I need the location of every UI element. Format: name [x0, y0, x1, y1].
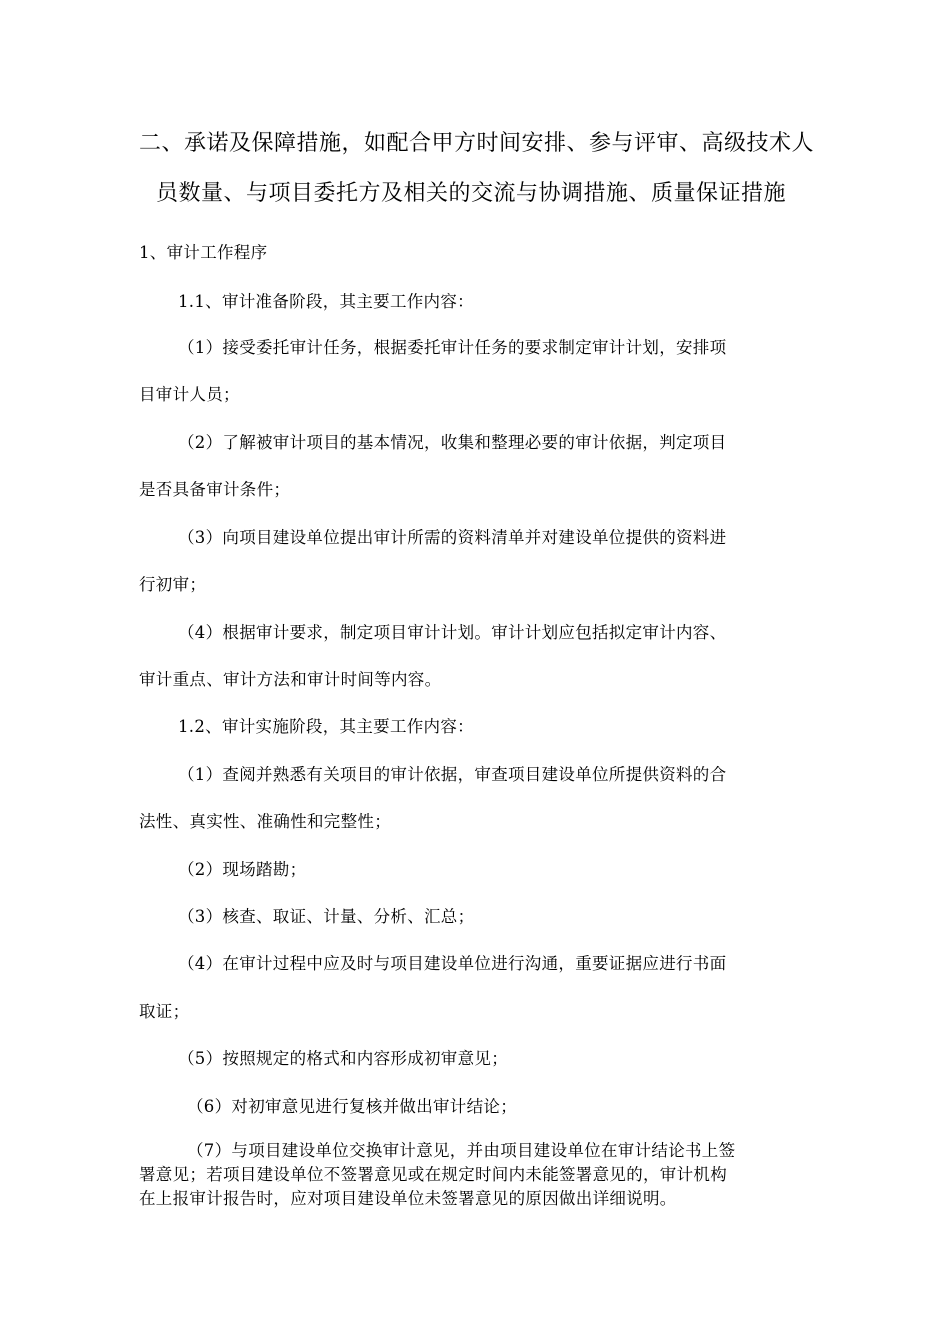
subsection-heading: 1.2、审计实施阶段，其主要工作内容： [178, 717, 474, 736]
paragraph-line: 是否具备审计条件； [139, 480, 291, 499]
paragraph-line: （1）接受委托审计任务，根据委托审计任务的要求制定审计计划，安排项 [178, 338, 727, 357]
paragraph-line: （6）对初审意见进行复核并做出审计结论； [187, 1097, 517, 1116]
paragraph-line: （5）按照规定的格式和内容形成初审意见； [178, 1049, 508, 1068]
paragraph-line: （3）核查、取证、计量、分析、汇总； [178, 907, 475, 926]
paragraph-line: 目审计人员； [139, 385, 240, 404]
paragraph-line: （4）根据审计要求，制定项目审计计划。审计计划应包括拟定审计内容、 [178, 623, 727, 642]
paragraph-line: （3）向项目建设单位提出审计所需的资料清单并对建设单位提供的资料进 [178, 528, 727, 547]
paragraph-line: 法性、真实性、准确性和完整性； [139, 812, 391, 831]
paragraph-line: （7）与项目建设单位交换审计意见，并由项目建设单位在审计结论书上签 [187, 1141, 736, 1160]
paragraph-line: 行初审； [139, 575, 207, 594]
section-heading: 1、审计工作程序 [139, 243, 268, 262]
paragraph-line: 取证； [139, 1002, 190, 1021]
paragraph-line: （2）了解被审计项目的基本情况，收集和整理必要的审计依据，判定项目 [178, 433, 727, 452]
paragraph-line: （1）查阅并熟悉有关项目的审计依据，审查项目建设单位所提供资料的合 [178, 765, 727, 784]
subsection-heading: 1.1、审计准备阶段，其主要工作内容： [178, 292, 474, 311]
paragraph-line: 在上报审计报告时，应对项目建设单位未签署意见的原因做出详细说明。 [139, 1189, 677, 1208]
paragraph-line: 审计重点、审计方法和审计时间等内容。 [139, 670, 442, 689]
paragraph-line: （2）现场踏勘； [178, 860, 307, 879]
paragraph-line: （4）在审计过程中应及时与项目建设单位进行沟通，重要证据应进行书面 [178, 954, 727, 973]
paragraph-line: 署意见；若项目建设单位不签署意见或在规定时间内未能签署意见的，审计机构 [139, 1165, 727, 1184]
heading-line-1: 二、承诺及保障措施，如配合甲方时间安排、参与评审、高级技术人 [139, 131, 815, 156]
heading-line-2: 员数量、与项目委托方及相关的交流与协调措施、质量保证措施 [156, 181, 787, 206]
